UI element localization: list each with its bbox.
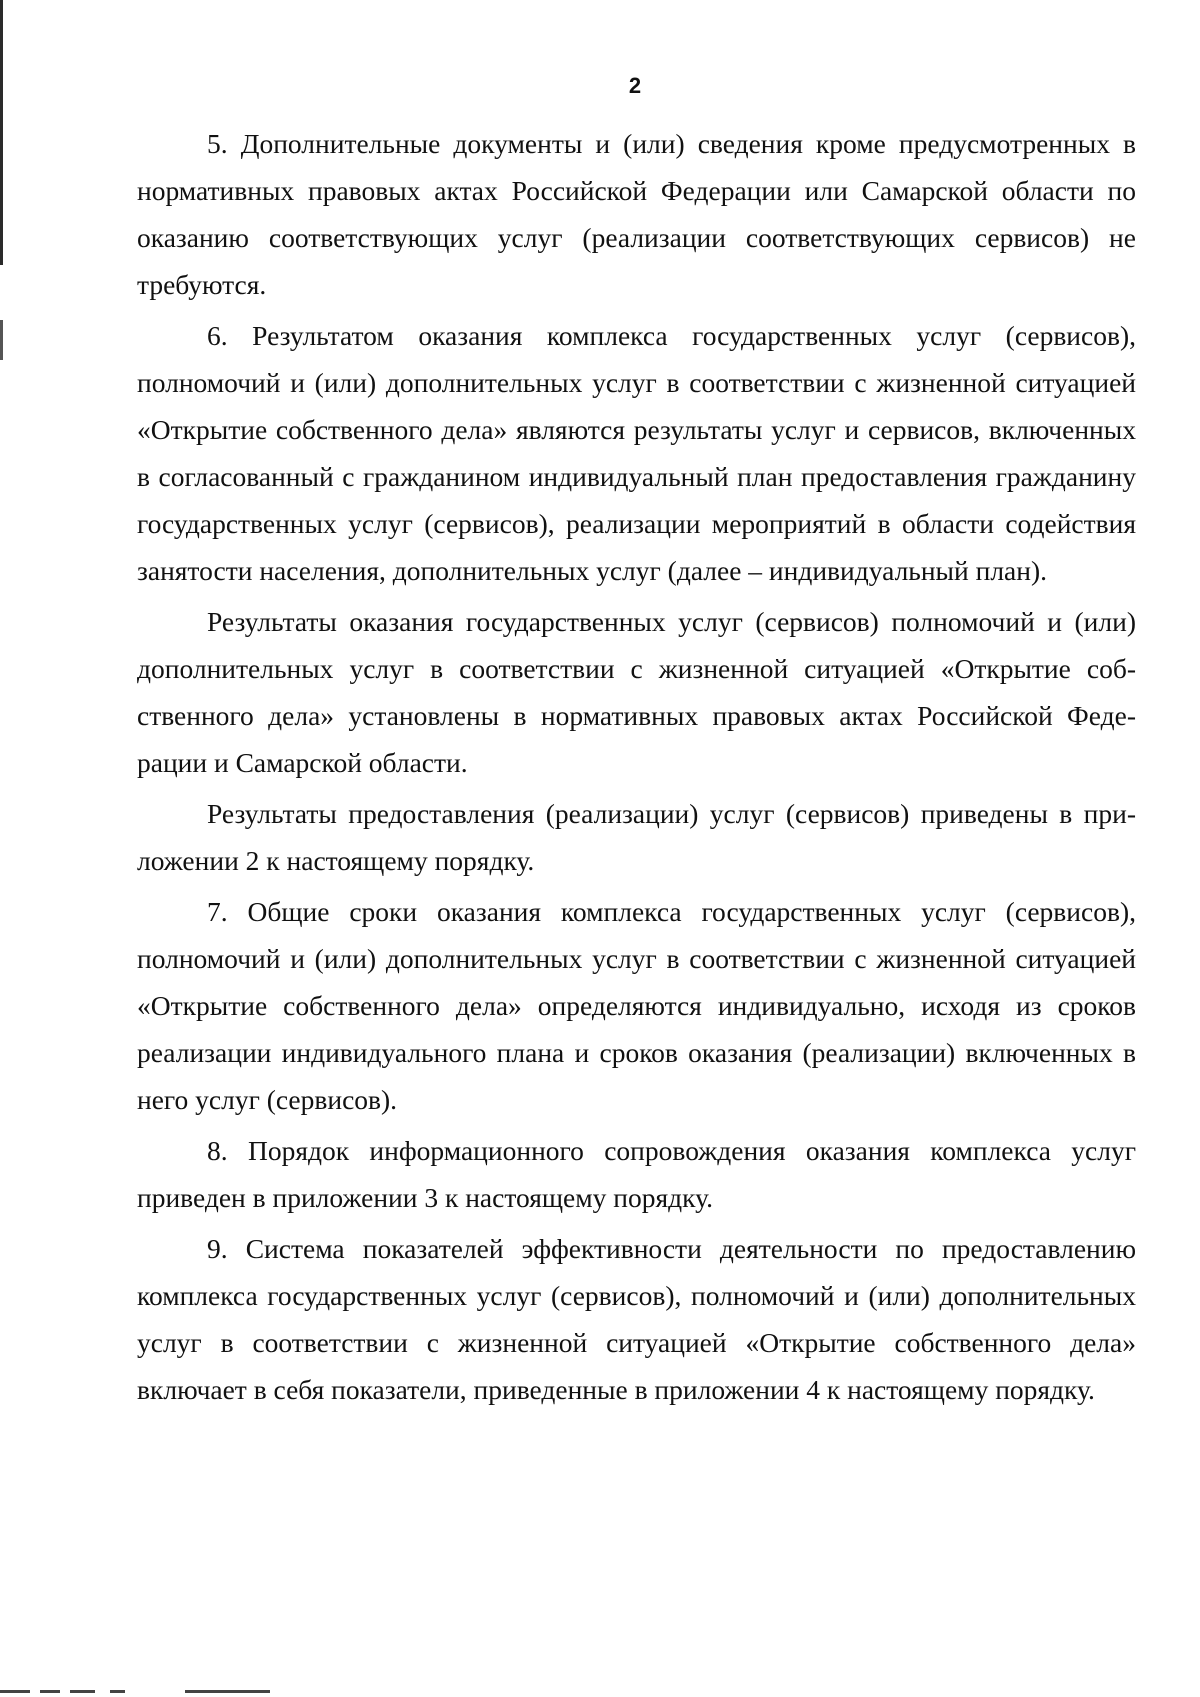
page-number: 2 [628, 73, 642, 98]
paragraph-item-8: 8. Порядок информационного сопровождения оказания комплекса услуг приведен в приложении 3 к настоящему порядку. [137, 1135, 1136, 1213]
paragraph-item-6-results: Результаты оказания государственных услуг (сервисов) полномочий и (или) дополнительных услуг в соответствии с жизненной ситуацией «Открытие собственного дела» установлены в нормативных правовых актах Российской Федерации и Самарской области. [137, 606, 1136, 778]
scan-edge-mark-lower [0, 320, 3, 360]
scan-edge-mark [0, 0, 3, 265]
document-body [137, 120, 1136, 1417]
paragraph-item-6-appendix: Результаты предоставления (реализации) услуг (сервисов) приведены в приложении 2 к настоящему порядку. [137, 798, 1136, 876]
scan-bottom-marks [0, 1690, 270, 1694]
paragraph-item-9: 9. Система показателей эффективности деятельности по предоставлению комплекса государственных услуг (сервисов), полномочий и (или) дополнительных услуг в соответствии с жизненной ситуацией «Открытие собственного дела» включает в себя показатели, приведенные в приложении 4 к настоящему порядку. [137, 1233, 1136, 1405]
paragraph-item-7: 7. Общие сроки оказания комплекса государственных услуг (сервисов), полномочий и (или) дополнительных услуг в соответствии с жизненной ситуацией «Открытие собственного дела» определяются индивидуально, исходя из сроков реализации индивидуального плана и сроков оказания (реализации) включенных в него услуг (сервисов). [137, 896, 1136, 1115]
paragraph-item-5: 5. Дополнительные документы и (или) сведения кроме предусмотренных в нормативных правовых актах Российской Федерации или Самарской области по оказанию соответствующих услуг (реализации соответствующих сервисов) не требуются. [137, 128, 1136, 300]
paragraph-item-6: 6. Результатом оказания комплекса государственных услуг (сервисов), полномочий и (или) дополнительных услуг в соответствии с жизненной ситуацией «Открытие собственного дела» являются результаты услуг и сервисов, включенных в согласованный с гражданином индивидуальный план предоставления гражданину государственных услуг (сервисов), реализации мероприятий в области содействия занятости населения, дополнительных услуг (далее – индивидуальный план). [137, 320, 1136, 586]
